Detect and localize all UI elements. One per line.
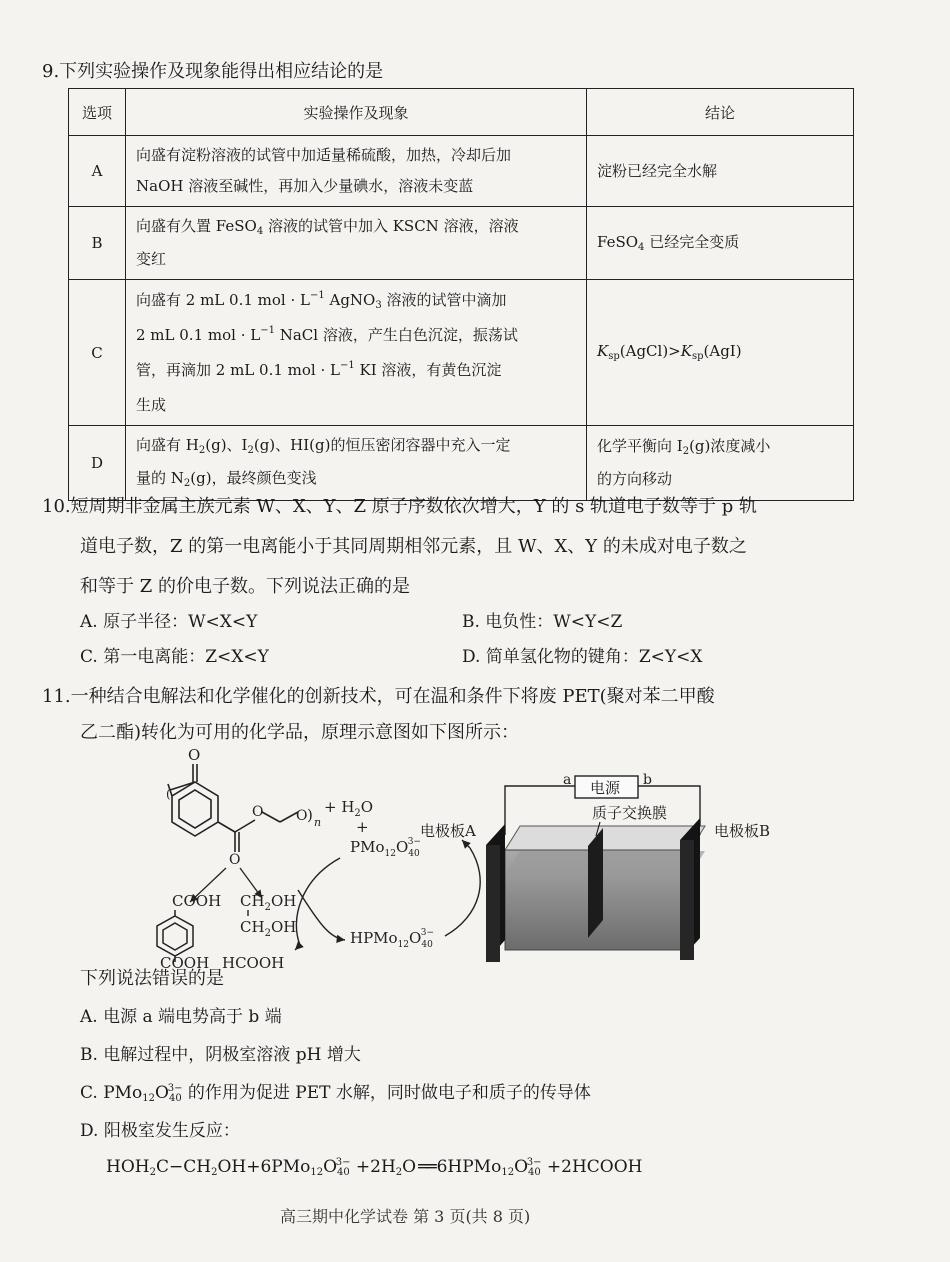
carbonyl-o-bottom: O: [229, 852, 241, 868]
subscript: 12: [384, 849, 396, 859]
ethylene-glycol: [240, 892, 296, 939]
table-row: [69, 280, 854, 426]
subscript: 40: [168, 1093, 182, 1104]
text-run: 量的 N: [136, 469, 184, 487]
row-option: A: [69, 136, 126, 207]
text-run: HCOOH: [222, 954, 285, 972]
q10-option-b: B. 电负性：W<Y<Z: [462, 612, 623, 632]
q10-line3: 和等于 Z 的价电子数。下列说法正确的是: [80, 576, 410, 597]
svg-text:PMo12O403−: [350, 837, 421, 859]
text-run: FeSO: [597, 232, 639, 251]
text-run: (AgI): [703, 342, 742, 360]
subscript: 2: [395, 1167, 403, 1178]
text-run: (g)、HI(g)的恒压密闭容器中充入一定: [253, 436, 511, 454]
superscript: 3−: [420, 928, 435, 938]
text-run: OH: [270, 892, 297, 910]
subscript: 2: [264, 928, 271, 939]
text-run: 溶液的试管中滴加: [381, 291, 507, 309]
subscript: 3: [375, 300, 382, 311]
text-run: 的作用为促进 PET 水解，同时做电子和质子的传导体: [182, 1083, 591, 1103]
q10-line1: 10.短周期非金属主族元素 W、X、Y、Z 原子序数依次增大，Y 的 s 轨道电子数等于 p 轨: [42, 496, 758, 517]
k-symbol: K: [680, 342, 692, 360]
text-run: C. PMo: [80, 1083, 143, 1103]
op-line: NaOH 溶液至碱性，再加入少量碘水，溶液未变蓝: [136, 177, 474, 195]
row-operation: [126, 207, 587, 280]
text-run: O: [514, 1157, 528, 1177]
text-run: 向盛有 2 mL 0.1 mol · L: [136, 291, 310, 309]
superscript: 3−: [167, 1083, 183, 1094]
subscript: 40: [408, 849, 420, 859]
bracket-right: ): [307, 806, 313, 824]
op-line: 向盛有淀粉溶液的试管中加适量稀硫酸，加热，冷却后加: [136, 146, 512, 164]
text-run: O: [409, 929, 422, 947]
subscript: 12: [397, 940, 410, 950]
subscript: 2: [247, 445, 254, 456]
ester-o-2: O: [296, 808, 308, 824]
subscript: 2: [198, 445, 206, 456]
op-line: 变红: [136, 250, 167, 268]
subscript: 40: [337, 1167, 350, 1178]
text-run: COOH: [172, 892, 222, 910]
text-run: NaCl 溶液，产生白色沉淀，振荡试: [274, 326, 518, 344]
table-row: [69, 136, 854, 207]
repeat-n: n: [314, 816, 322, 829]
table-header-row: [69, 89, 854, 136]
text-run: HPMo: [350, 929, 398, 947]
text-run: O: [323, 1157, 338, 1177]
carbonyl-o-top: O: [188, 746, 201, 764]
row-operation: [126, 280, 587, 426]
q11-option-d: D. 阳极室发生反应：: [80, 1121, 240, 1141]
row-option: B: [69, 207, 126, 280]
electrode-b-label: 电极板B: [714, 822, 771, 840]
subscript: sp: [691, 351, 704, 362]
equals-arrow: ══: [418, 1157, 435, 1177]
superscript: 3−: [407, 837, 421, 847]
subscript: 2: [682, 446, 690, 457]
q11-line1: 11.一种结合电解法和化学催化的创新技术，可在温和条件下将废 PET(聚对苯二甲酸: [42, 686, 715, 707]
q10-option-c: C. 第一电离能：Z<X<Y: [80, 647, 269, 667]
svg-text:CH2OH: [240, 918, 296, 939]
q11-prompt: 下列说法错误的是: [80, 968, 224, 989]
subscript: 12: [142, 1093, 156, 1104]
text-run: O: [155, 1083, 169, 1103]
text-run: (g)浓度减小: [689, 437, 771, 455]
terephthalic-acid: [157, 892, 221, 962]
terminal-b: b: [643, 772, 652, 788]
k-symbol: K: [597, 342, 609, 360]
text-run: 溶液的试管中加入 KSCN 溶液，溶液: [263, 217, 519, 235]
text-run: 向盛有 H: [136, 436, 199, 454]
text-run: CH: [240, 892, 265, 910]
subscript: 2: [264, 902, 271, 913]
text-run: 的方向移动: [597, 470, 673, 488]
superscript: −1: [260, 325, 275, 336]
text-run: KI 溶液，有黄色沉淀: [354, 361, 502, 379]
subscript: 40: [421, 940, 433, 950]
text-run: +2H: [350, 1157, 396, 1177]
row-conclusion: [587, 280, 854, 426]
q11-option-b: B. 电解过程中，阴极室溶液 pH 增大: [80, 1045, 361, 1065]
superscript: 3−: [526, 1157, 542, 1168]
row-operation: [126, 136, 587, 207]
subscript: sp: [608, 351, 620, 362]
superscript: 3−: [335, 1157, 351, 1168]
text-run: 2 mL 0.1 mol · L: [136, 326, 261, 344]
text-run: 6HPMo: [436, 1157, 502, 1177]
row-conclusion: 淀粉已经完全水解: [587, 136, 854, 207]
superscript: −1: [339, 360, 355, 371]
pet-structure: [166, 746, 321, 868]
q9-stem: 9.下列实验操作及现象能得出相应结论的是: [42, 61, 384, 82]
power-label: 电源: [590, 779, 621, 797]
text-run: CH: [240, 918, 265, 936]
svg-text:HPMo12O403−: [350, 928, 434, 950]
text-run: O: [360, 798, 374, 816]
row-conclusion: [587, 207, 854, 280]
q11-option-a: A. 电源 a 端电势高于 b 端: [80, 1007, 282, 1027]
text-run: 向盛有久置 FeSO: [136, 217, 257, 235]
membrane-label: 质子交换膜: [592, 804, 668, 822]
text-run: (AgCl)>: [619, 342, 681, 360]
q9-table: [68, 88, 854, 501]
text-run: O: [402, 1157, 417, 1177]
q11-anode-equation: [106, 1150, 642, 1187]
subscript: 2: [183, 478, 191, 489]
text-run: 已经完全变质: [644, 232, 740, 251]
text-run: 管，再滴加 2 mL 0.1 mol · L: [136, 361, 340, 379]
q10-line2: 道电子数，Z 的第一电离能小于其同周期相邻元素，且 W、X、Y 的未成对电子数之: [80, 536, 747, 557]
text-run: PMo: [350, 838, 385, 856]
text-run: 化学平衡向 I: [597, 437, 683, 455]
header-option: 选项: [69, 89, 126, 136]
proton-exchange-membrane: [588, 828, 603, 938]
text-run: + H: [324, 798, 355, 816]
reagents: [324, 798, 421, 859]
row-option: C: [69, 280, 126, 426]
text-run: +2HCOOH: [541, 1157, 643, 1177]
reduced-catalyst: [350, 928, 434, 950]
svg-text:CH2OH: [240, 892, 296, 913]
text-run: (g)，最终颜色变浅: [190, 469, 317, 487]
header-operation: 实验操作及现象: [126, 89, 587, 136]
text-run: (g)、I: [205, 436, 248, 454]
plus-sign: +: [356, 818, 369, 836]
header-conclusion: 结论: [587, 89, 854, 136]
text-run: AgNO: [324, 291, 376, 309]
q10-option-a: A. 原子半径：W<X<Y: [80, 612, 258, 632]
subscript: 2: [149, 1167, 156, 1178]
subscript: 40: [528, 1167, 541, 1178]
subscript: 4: [638, 241, 645, 253]
text-run: O: [395, 838, 409, 856]
q11-option-c: [80, 1076, 591, 1113]
op-line: 生成: [136, 396, 167, 414]
subscript: 2: [354, 808, 361, 819]
bracket-left: (: [166, 787, 171, 801]
q11-line2: 乙二酯)转化为可用的化学品，原理示意图如下图所示：: [80, 722, 520, 743]
text-run: C−CH: [155, 1157, 212, 1177]
text-run: HOH: [106, 1157, 150, 1177]
terminal-a: a: [563, 772, 572, 788]
subscript: 12: [310, 1167, 324, 1178]
ester-o: O: [252, 804, 264, 820]
subscript: 2: [211, 1167, 218, 1178]
row-option: D: [69, 426, 126, 501]
svg-text:+ H2O: [324, 798, 373, 819]
text-run: COOH: [160, 954, 210, 972]
table-row: [69, 207, 854, 280]
subscript: 4: [256, 226, 264, 237]
pet-electrolysis-diagram: [0, 740, 950, 972]
superscript: −1: [309, 290, 325, 301]
page-footer: 高三期中化学试卷 第 3 页(共 8 页): [280, 1207, 531, 1226]
q10-option-d: D. 简单氢化物的键角：Z<Y<X: [462, 647, 703, 667]
text-run: OH+6PMo: [217, 1157, 311, 1177]
text-run: OH: [270, 918, 297, 936]
electrode-a-label: 电极板A: [420, 822, 476, 840]
electrolysis-cell: [420, 772, 770, 962]
subscript: 12: [501, 1167, 515, 1178]
